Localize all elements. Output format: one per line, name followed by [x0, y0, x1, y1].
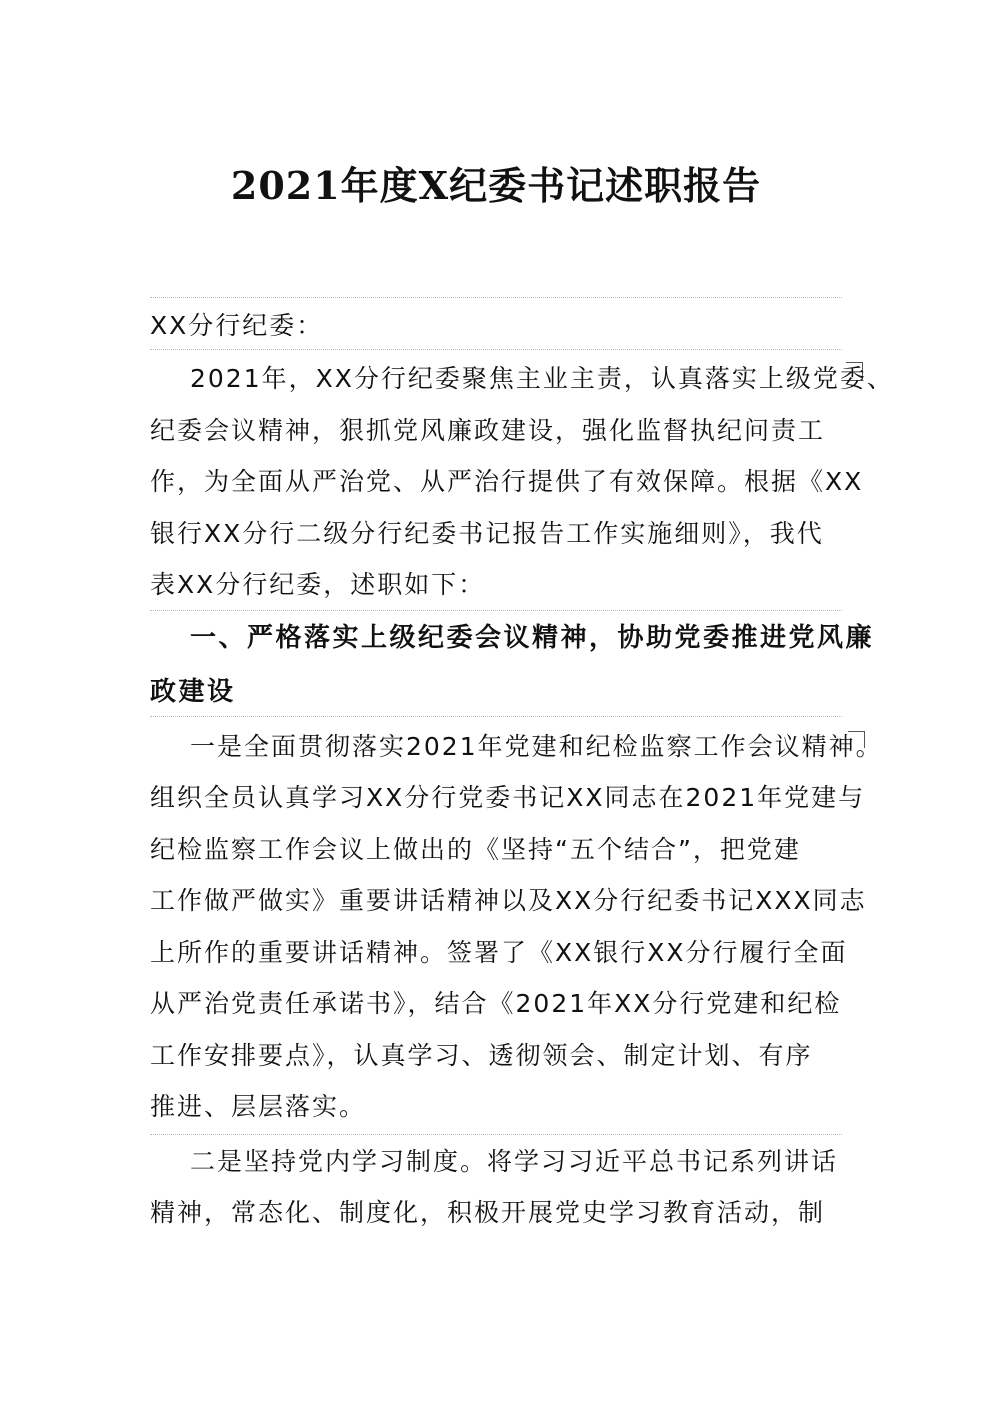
paragraph-line: 纪检监察工作会议上做出的《坚持“五个结合”，把党建 [150, 835, 801, 864]
paragraph-line: 从严治党责任承诺书》，结合《2021年XX分行党建和纪检 [150, 989, 842, 1018]
divider [150, 610, 842, 611]
paragraph-line: 一是全面贯彻落实2021年党建和纪检监察工作会议精神。 [190, 732, 883, 761]
paragraph-line: 作，为全面从严治党、从严治行提供了有效保障。根据《XX [150, 467, 864, 496]
divider [150, 297, 842, 298]
paragraph-line: 2021年，XX分行纪委聚焦主业主责，认真落实上级党委、 [190, 364, 894, 393]
paragraph-line: 表XX分行纪委，述职如下： [150, 570, 486, 599]
paragraph-line: 精神，常态化、制度化，积极开展党史学习教育活动，制 [150, 1198, 826, 1227]
divider [150, 349, 842, 350]
section-heading: 政建设 [150, 677, 236, 707]
document-title: 2021年度X纪委书记述职报告 [230, 163, 762, 208]
divider [150, 716, 842, 717]
paragraph-line: 上所作的重要讲话精神。签署了《XX银行XX分行履行全面 [150, 938, 848, 967]
paragraph-line: 工作做严做实》重要讲话精神以及XX分行纪委书记XXX同志 [150, 886, 867, 915]
paragraph-line: 银行XX分行二级分行纪委书记报告工作实施细则》，我代 [150, 519, 824, 548]
paragraph-line: 纪委会议精神，狠抓党风廉政建设，强化监督执纪问责工 [150, 416, 826, 445]
paragraph-line: 推进、层层落实。 [150, 1092, 367, 1121]
section-heading: 一、严格落实上级纪委会议精神，协助党委推进党风廉 [190, 623, 875, 653]
salutation: XX分行纪委： [150, 311, 324, 340]
divider [150, 1134, 842, 1135]
paragraph-line: 工作安排要点》，认真学习、透彻领会、制定计划、有序 [150, 1041, 813, 1070]
paragraph-line: 组织全员认真学习XX分行党委书记XX同志在2021年党建与 [150, 783, 866, 812]
paragraph-line: 二是坚持党内学习制度。将学习习近平总书记系列讲话 [190, 1147, 839, 1176]
